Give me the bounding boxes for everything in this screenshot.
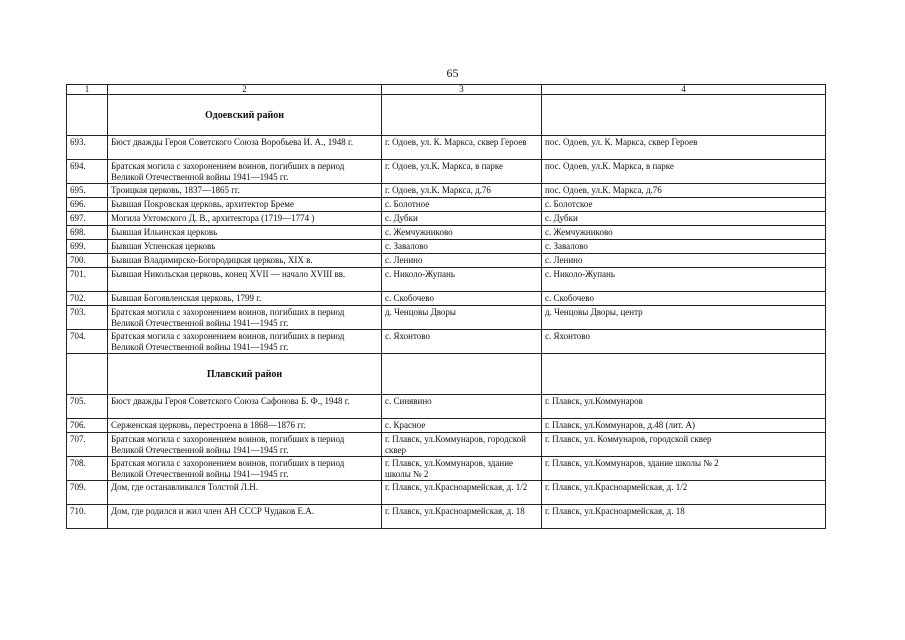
monument-address: с. Жемчужниково — [542, 226, 826, 240]
section-header-row — [67, 95, 826, 136]
monument-location: с. Синявино — [382, 395, 542, 419]
monument-name: Бюст дважды Героя Советского Союза Сафонова Б. Ф., 1948 г. — [108, 395, 382, 419]
monument-address: д. Ченцовы Дворы, центр — [542, 306, 826, 330]
monument-address: пос. Одоев, ул.К. Маркса, д.76 — [542, 184, 826, 198]
monument-name: Дом, где родился и жил член АН СССР Чудаков Е.А. — [108, 505, 382, 529]
monument-location: г. Одоев, ул.К. Маркса, в парке — [382, 160, 542, 184]
column-number-row — [67, 85, 826, 95]
monument-location: с. Завалово — [382, 240, 542, 254]
row-number: 700. — [67, 254, 108, 268]
row-number: 709. — [67, 481, 108, 505]
section-spacer-cell — [67, 354, 108, 395]
row-number: 701. — [67, 268, 108, 292]
monument-location: с. Николо-Жупань — [382, 268, 542, 292]
monument-location: с. Ленино — [382, 254, 542, 268]
monument-location: г. Плавск, ул.Коммунаров, здание школы № 2 — [382, 457, 542, 481]
table-row — [67, 226, 826, 240]
section-spacer-cell — [542, 95, 826, 136]
monument-location: с. Дубки — [382, 212, 542, 226]
table-row — [67, 419, 826, 433]
monument-address: пос. Одоев, ул. К. Маркса, сквер Героев — [542, 136, 826, 160]
section-spacer-cell — [382, 95, 542, 136]
monument-location: г. Одоев, ул.К. Маркса, д.76 — [382, 184, 542, 198]
monument-address: с. Яхонтово — [542, 330, 826, 354]
section-spacer-cell — [542, 354, 826, 395]
row-number: 710. — [67, 505, 108, 529]
table-row — [67, 306, 826, 330]
table-row — [67, 254, 826, 268]
monument-address: с. Болотское — [542, 198, 826, 212]
monument-name: Бывшая Никольская церковь, конец XVII — начало XVIII вв. — [108, 268, 382, 292]
column-number: 2 — [108, 85, 382, 95]
row-number: 705. — [67, 395, 108, 419]
row-number: 703. — [67, 306, 108, 330]
row-number: 698. — [67, 226, 108, 240]
monument-address: с. Ленино — [542, 254, 826, 268]
row-number: 694. — [67, 160, 108, 184]
monument-address: г. Плавск, ул.Красноармейская, д. 1/2 — [542, 481, 826, 505]
table-row — [67, 433, 826, 457]
table-row — [67, 240, 826, 254]
column-number: 4 — [542, 85, 826, 95]
monument-address: с. Скобочево — [542, 292, 826, 306]
table-row — [67, 505, 826, 529]
table-row — [67, 268, 826, 292]
page-number: 65 — [446, 66, 459, 80]
table-row — [67, 136, 826, 160]
monument-location: г. Плавск, ул.Красноармейская, д. 18 — [382, 505, 542, 529]
monument-location: г. Одоев, ул. К. Маркса, сквер Героев — [382, 136, 542, 160]
monument-address: г. Плавск, ул. Коммунаров, городской сквер — [542, 433, 826, 457]
monument-name: Бывшая Богоявленская церковь, 1799 г. — [108, 292, 382, 306]
row-number: 708. — [67, 457, 108, 481]
table-row — [67, 160, 826, 184]
table-row — [67, 457, 826, 481]
monument-name: Серженская церковь, перестроена в 1868—1876 гг. — [108, 419, 382, 433]
monument-location: с. Скобочево — [382, 292, 542, 306]
monument-location: с. Жемчужниково — [382, 226, 542, 240]
monument-name: Бывшая Ильинская церковь — [108, 226, 382, 240]
monument-address: с. Завалово — [542, 240, 826, 254]
monument-name: Братская могила с захоронением воинов, погибших в период Великой Отечественной войны 1941—1945 гг. — [108, 457, 382, 481]
row-number: 704. — [67, 330, 108, 354]
monument-name: Братская могила с захоронением воинов, погибших в период Великой Отечественной войны 1941—1945 гг. — [108, 160, 382, 184]
column-number: 3 — [382, 85, 542, 95]
row-number: 702. — [67, 292, 108, 306]
row-number: 706. — [67, 419, 108, 433]
monument-address: г. Плавск, ул.Красноармейская, д. 18 — [542, 505, 826, 529]
monument-address: с. Николо-Жупань — [542, 268, 826, 292]
monument-name: Бывшая Успенская церковь — [108, 240, 382, 254]
monument-name: Бюст дважды Героя Советского Союза Воробьева И. А., 1948 г. — [108, 136, 382, 160]
monument-location: с. Яхонтово — [382, 330, 542, 354]
monument-name: Бывшая Покровская церковь, архитектор Бреме — [108, 198, 382, 212]
monument-address: г. Плавск, ул.Коммунаров — [542, 395, 826, 419]
monument-location: с. Болотное — [382, 198, 542, 212]
monument-location: д. Ченцовы Дворы — [382, 306, 542, 330]
section-spacer-cell — [382, 354, 542, 395]
monument-address: пос. Одоев, ул.К. Маркса, в парке — [542, 160, 826, 184]
table-row — [67, 184, 826, 198]
table-row — [67, 292, 826, 306]
monument-name: Братская могила с захоронением воинов, погибших в период Великой Отечественной войны 1941—1945 гг. — [108, 433, 382, 457]
table-body — [67, 85, 826, 529]
table-row — [67, 481, 826, 505]
monument-location: г. Плавск, ул.Коммунаров, городской сквер — [382, 433, 542, 457]
row-number: 699. — [67, 240, 108, 254]
row-number: 695. — [67, 184, 108, 198]
monument-name: Троицкая церковь, 1837—1865 гг. — [108, 184, 382, 198]
table-row — [67, 198, 826, 212]
monument-name: Бывшая Владимирско-Богородицкая церковь, XIX в. — [108, 254, 382, 268]
monument-address: г. Плавск, ул.Коммунаров, здание школы № 2 — [542, 457, 826, 481]
table-row — [67, 330, 826, 354]
monument-name: Братская могила с захоронением воинов, погибших в период Великой Отечественной войны 1941—1945 гг. — [108, 330, 382, 354]
monument-name: Братская могила с захоронением воинов, погибших в период Великой Отечественной войны 1941—1945 гг. — [108, 306, 382, 330]
section-spacer-cell — [67, 95, 108, 136]
section-header-row — [67, 354, 826, 395]
monument-name: Дом, где останавливался Толстой Л.Н. — [108, 481, 382, 505]
row-number: 697. — [67, 212, 108, 226]
row-number: 707. — [67, 433, 108, 457]
column-number: 1 — [67, 85, 108, 95]
section-title: Одоевский район — [108, 95, 382, 136]
section-title: Плавский район — [108, 354, 382, 395]
row-number: 693. — [67, 136, 108, 160]
monument-address: с. Дубки — [542, 212, 826, 226]
monuments-table — [66, 84, 826, 529]
monument-address: г. Плавск, ул.Коммунаров, д.48 (лит. А) — [542, 419, 826, 433]
monument-name: Могила Ухтомского Д. В., архитектора (1719—1774 ) — [108, 212, 382, 226]
monument-location: с. Красное — [382, 419, 542, 433]
table-row — [67, 212, 826, 226]
monument-location: г. Плавск, ул.Красноармейская, д. 1/2 — [382, 481, 542, 505]
row-number: 696. — [67, 198, 108, 212]
table-row — [67, 395, 826, 419]
